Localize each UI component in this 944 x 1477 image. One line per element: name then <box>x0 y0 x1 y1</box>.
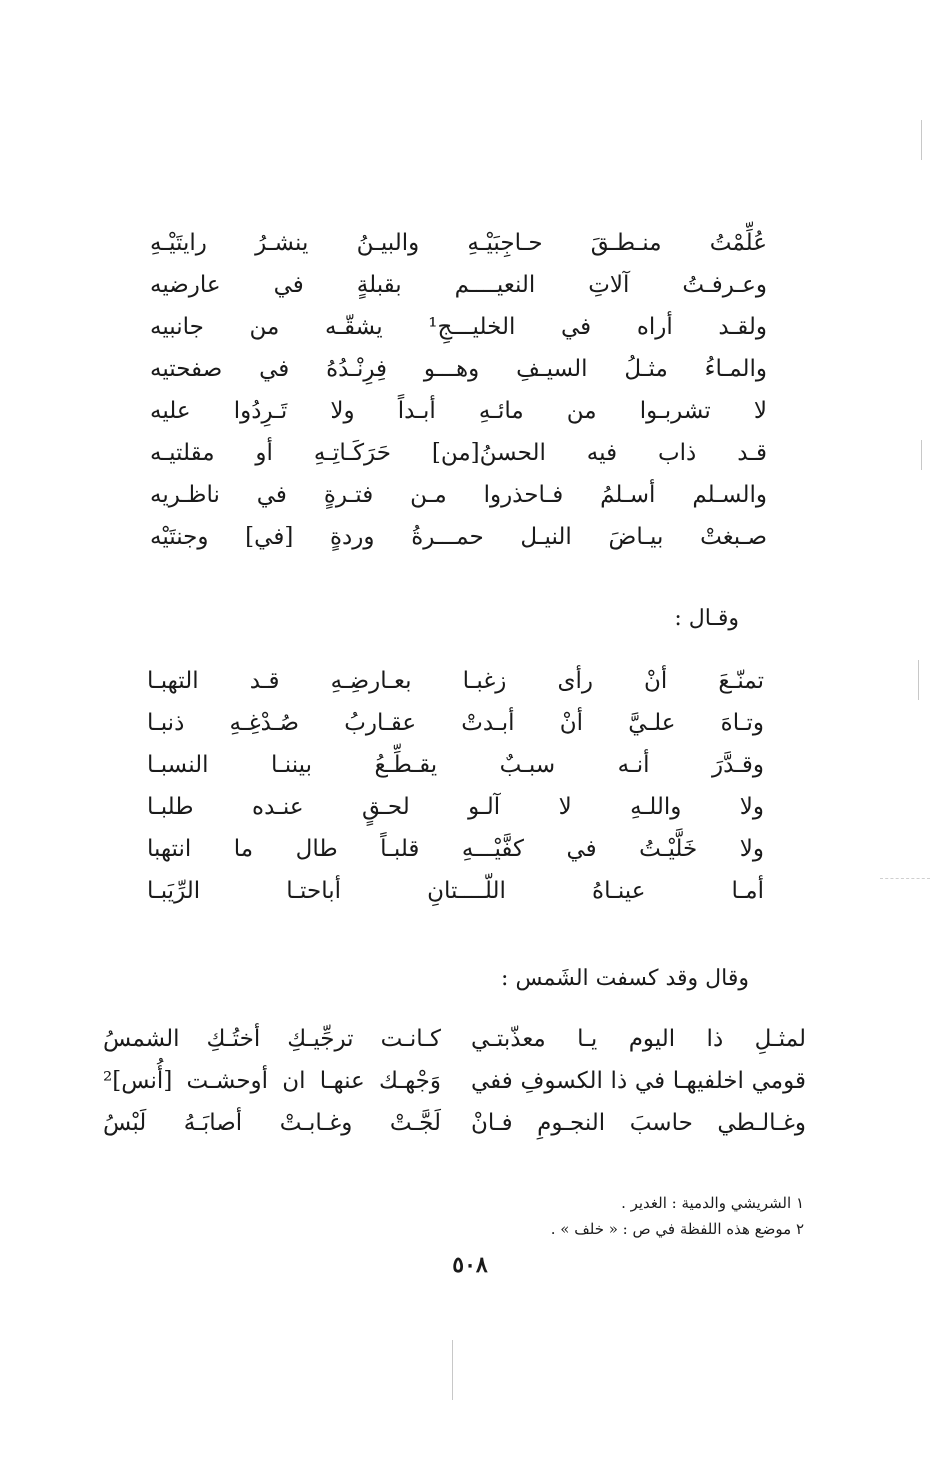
margin-mark <box>452 1340 453 1400</box>
verse-text: صـبغتْ بيـاضَ النيـل حمـــرةُ وردةٍ [في] وجنتَيْه <box>150 524 767 550</box>
verse-text: لا تشربـوا من مائـهِ أبـداً ولا تَـرِدُوا عليه <box>150 398 767 424</box>
verse-text: قـد ذاب فيه الحسنُ[من] حَرَكَـاتِـهِ أو مقلتيـه <box>150 440 767 466</box>
verse-text: وقـدَّرَ أنـه سبـبٌ يقـطِّـعُ بيننـا النسبـا <box>147 752 764 778</box>
second-hemistich: وَجْهـك عنهـا ان أوحشـت [أُنس]² <box>103 1068 441 1094</box>
footnote: ١ الشريشي والدمية : الغدير . <box>621 1194 804 1212</box>
verse-line <box>147 786 764 828</box>
verse-line <box>150 516 767 558</box>
margin-mark <box>880 878 930 880</box>
margin-mark <box>921 440 922 470</box>
verse-line <box>103 1018 806 1060</box>
verse-line <box>147 744 764 786</box>
poem-3 <box>103 1018 806 1144</box>
poem-2 <box>147 660 764 912</box>
verse-line <box>150 264 767 306</box>
verse-line <box>103 1102 806 1144</box>
verse-text: ولا واللـهِ لا آلـو لحـقٍ عنـده طلبـا <box>147 794 764 820</box>
verse-line <box>150 222 767 264</box>
verse-text: ولقـد أراه في الخليـــجِ¹ يشقّـه من جانبيه <box>150 314 767 340</box>
verse-line <box>147 870 764 912</box>
verse-line <box>147 660 764 702</box>
second-hemistich: لَجَّـتْ وغـابـتْ أصابَـهُ لَبْسُ <box>103 1110 441 1136</box>
verse-text: والمـاءُ مثـلُ السيـفِ وهـــو فِرِنْـدُهُ في صفحتيه <box>150 356 767 382</box>
verse-text: عُلِّمْتُ منـطـقَ حـاجِبَيْـهِ والبيـنُ ينشـرُ رايتَيْـهِ <box>150 230 767 256</box>
section-heading: وقال وقد كسفت الشَمس : <box>501 966 749 991</box>
footnote: ٢ موضع هذه اللفظة في ص : « خلف » . <box>550 1220 804 1238</box>
first-hemistich: وغـالـطي حاسبَ النجـومِ فـانْ <box>471 1110 806 1136</box>
first-hemistich: قومي اخلفيهـا في ذا الكسوفِ ففي <box>471 1068 806 1094</box>
first-hemistich: لمثـلِ ذا اليوم يـا معذّبتـي <box>471 1026 806 1052</box>
verse-text: تمنّـعَ أنْ رأى زغبـا بعـارضِـهِ قـد التهبـا <box>147 668 764 694</box>
verse-line <box>103 1060 806 1102</box>
second-hemistich: كـانـت ترجِّيـكِ أختُـكِ الشمسُ <box>103 1026 441 1052</box>
verse-text: ولا خَلَّيْـتُ في كفَّيْـــهِ قلبـاً طال ما انتهبا <box>147 836 764 862</box>
verse-text: وعـرفـتُ آلاتِ النعيــــم بقبلةٍ في عارضيه <box>150 272 767 298</box>
margin-mark <box>918 660 919 700</box>
verse-line <box>150 306 767 348</box>
page-number: ٥٠٨ <box>452 1252 488 1278</box>
poem-1 <box>150 222 767 558</box>
verse-text: أمـا عينـاهُ اللّــــتانِ أباحتـا الرِّيَبـا <box>147 878 764 904</box>
margin-mark <box>921 120 922 160</box>
verse-line <box>150 474 767 516</box>
verse-line <box>147 828 764 870</box>
section-heading: وقـال : <box>674 606 739 631</box>
verse-text: والسـلم أسـلمُ فـاحذروا مـن فتـرةٍ في ناظـريه <box>150 482 767 508</box>
verse-line <box>150 390 767 432</box>
verse-line <box>150 348 767 390</box>
verse-text: وتـاهَ علـيَّ أنْ أبـدتْ عقـاربُ صُـدْغِـهِ ذنبـا <box>147 710 764 736</box>
verse-line <box>147 702 764 744</box>
verse-line <box>150 432 767 474</box>
footnotes <box>551 1190 804 1242</box>
